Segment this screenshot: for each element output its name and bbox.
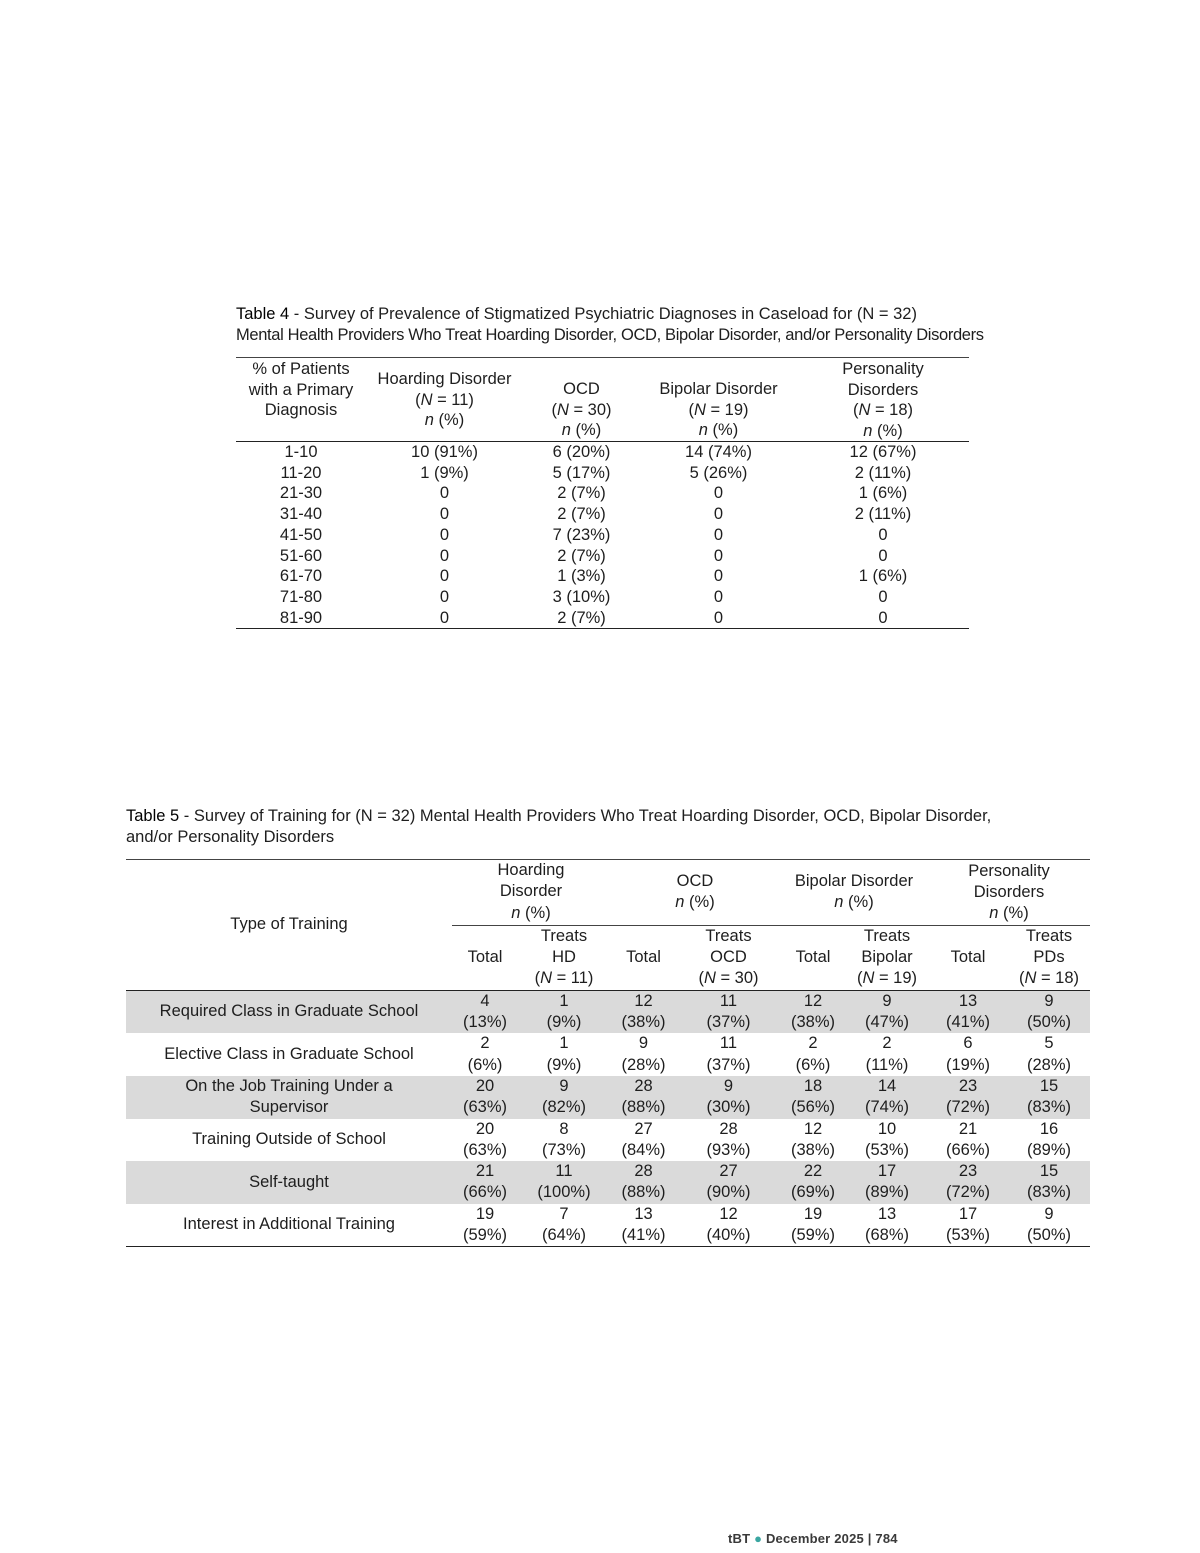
table-cell: [610, 990, 677, 1033]
row-label: 11-20: [280, 463, 322, 482]
cell-percent: (88%): [621, 1183, 666, 1202]
table-cell: 14 (74%): [685, 443, 752, 461]
table-row: [236, 608, 969, 629]
table-cell: 7 (23%): [552, 525, 611, 544]
table-cell: [928, 990, 1008, 1033]
table-cell: 1 (3%): [557, 567, 606, 586]
header-line: % of Patients: [252, 360, 350, 378]
cell-percent: (9%): [546, 1013, 582, 1032]
footer-journal: tBT: [728, 1531, 751, 1546]
footer-page: 784: [875, 1531, 898, 1546]
cell-percent: (53%): [945, 1226, 990, 1245]
table-cell: [610, 1076, 677, 1119]
group-line: Hoarding: [497, 861, 565, 879]
cell-count: 2: [480, 1034, 490, 1053]
cell-percent: (53%): [864, 1140, 909, 1159]
table-cell: [1008, 990, 1090, 1033]
cell-percent: (38%): [790, 1013, 835, 1032]
cell-count: 28: [719, 1119, 738, 1138]
cell-count: 11: [719, 991, 738, 1010]
table4-header-hd: [366, 358, 523, 442]
cell-count: 9: [559, 1076, 569, 1095]
table-cell: 0: [439, 484, 450, 503]
group-line: Bipolar Disorder: [794, 872, 914, 891]
table-cell: [780, 1033, 846, 1076]
table5-sub-treats-hd: [518, 925, 610, 990]
table-cell: [452, 1161, 518, 1204]
table-cell: 0: [439, 587, 450, 606]
table-row: [236, 587, 969, 608]
header-n-label: (N = 30): [551, 400, 612, 419]
table5-sub-total: Total: [626, 948, 661, 967]
table4-caption: [236, 304, 996, 346]
table-row: [126, 1119, 1090, 1162]
table-cell: [928, 1204, 1008, 1247]
table-cell: [610, 1033, 677, 1076]
cell-count: 21: [475, 1162, 495, 1181]
table4-header-pd: [797, 358, 969, 442]
table5-caption-line1: - Survey of Training for (N = 32) Mental Health Providers Who Treat Hoarding Disorder, OCD, Bipolar Disorder,: [179, 807, 992, 825]
table-cell: [518, 990, 610, 1033]
table-cell: [677, 1119, 780, 1162]
cell-percent: (13%): [462, 1013, 507, 1032]
table-cell: 0: [439, 525, 450, 544]
header-line: OCD: [563, 380, 600, 398]
table-cell: 2 (7%): [557, 608, 606, 627]
cell-percent: (83%): [1026, 1183, 1071, 1202]
table5-sub-treats-bipolar: [846, 925, 928, 990]
cell-count: 2: [882, 1034, 892, 1053]
table-cell: 1 (6%): [858, 484, 908, 503]
header-line: Hoarding Disorder: [377, 370, 512, 388]
cell-percent: (68%): [864, 1226, 909, 1245]
table-cell: [677, 1076, 780, 1119]
sub-line: Bipolar: [861, 948, 913, 967]
group-npct: n (%): [511, 903, 551, 922]
cell-percent: (47%): [864, 1013, 909, 1032]
table4-caption-line2: Mental Health Providers Who Treat Hoarding Disorder, OCD, Bipolar Disorder, and/or Personality Disorders: [236, 326, 984, 344]
table-cell: [780, 1161, 846, 1204]
cell-percent: (84%): [621, 1140, 666, 1159]
table-cell: [452, 1119, 518, 1162]
row-label: Self-taught: [249, 1172, 329, 1191]
table-cell: [780, 1076, 846, 1119]
cell-count: 4: [480, 991, 490, 1010]
table-cell: 0: [713, 608, 724, 627]
cell-percent: (40%): [706, 1226, 751, 1245]
table5-group-ocd: [610, 860, 780, 926]
cell-count: 20: [475, 1119, 495, 1138]
group-line: Personality: [968, 861, 1050, 880]
table4-body: [236, 442, 969, 629]
group-npct: n (%): [675, 893, 715, 912]
header-n-label: (N = 18): [852, 401, 914, 419]
table-cell: [1008, 1161, 1090, 1204]
table-row: [236, 504, 969, 525]
table-cell: 0: [713, 546, 724, 565]
table-cell: [780, 1204, 846, 1247]
table-cell: [518, 1204, 610, 1247]
cell-percent: (38%): [621, 1013, 666, 1032]
table-cell: [452, 1076, 518, 1119]
cell-percent: (83%): [1026, 1098, 1071, 1117]
table-cell: 0: [713, 567, 724, 586]
table-cell: [928, 1161, 1008, 1204]
table-cell: [846, 1076, 928, 1119]
table-row: [236, 546, 969, 567]
sub-n-label: (N = 11): [534, 969, 594, 988]
table-cell: [1008, 1204, 1090, 1247]
cell-count: 16: [1039, 1119, 1059, 1138]
cell-percent: (30%): [706, 1098, 751, 1117]
cell-percent: (50%): [1026, 1226, 1071, 1245]
table-cell: 2 (11%): [854, 463, 912, 482]
cell-count: 2: [808, 1034, 818, 1053]
cell-count: 23: [958, 1162, 978, 1181]
cell-count: 17: [877, 1162, 897, 1181]
header-line: Diagnosis: [264, 401, 338, 419]
cell-count: 14: [877, 1076, 897, 1095]
table5-sub-total: Total: [795, 948, 831, 967]
table5-header-type: Type of Training: [230, 915, 348, 934]
table-cell: [518, 1033, 610, 1076]
table-cell: 10 (91%): [411, 443, 478, 461]
header-line: Disorders: [847, 380, 919, 399]
cell-percent: (69%): [790, 1183, 835, 1202]
table-cell: [677, 1161, 780, 1204]
table-cell: 2 (7%): [557, 505, 606, 524]
cell-percent: (66%): [462, 1183, 507, 1202]
cell-count: 9: [882, 991, 892, 1010]
table-cell: [677, 990, 780, 1033]
header-n-label: (N = 19): [688, 400, 749, 419]
table5-body: [126, 990, 1090, 1247]
table5-caption-line2: and/or Personality Disorders: [126, 828, 335, 846]
row-label: On the Job Training Under a Supervisor: [185, 1076, 393, 1117]
cell-percent: (38%): [790, 1140, 835, 1159]
table-row: [126, 1076, 1090, 1119]
table-cell: 2 (11%): [854, 505, 912, 524]
table-cell: 3 (10%): [552, 587, 611, 606]
sub-line: Treats: [1025, 926, 1073, 945]
footer-separator: |: [867, 1531, 872, 1546]
table5-sub-treats-ocd: [677, 925, 780, 990]
cell-percent: (37%): [706, 1013, 751, 1032]
cell-percent: (66%): [945, 1140, 990, 1159]
sub-line: OCD: [710, 948, 747, 967]
table-cell: [518, 1076, 610, 1119]
cell-percent: (73%): [541, 1140, 586, 1159]
cell-count: 9: [723, 1076, 734, 1095]
table-cell: 12 (67%): [849, 443, 917, 461]
table-cell: [928, 1076, 1008, 1119]
table4-header-bipolar: [640, 358, 797, 442]
table-row: [126, 1161, 1090, 1204]
table-cell: [780, 990, 846, 1033]
cell-count: 12: [634, 991, 653, 1010]
table-cell: 0: [878, 587, 888, 606]
table-cell: 1 (6%): [858, 567, 908, 586]
row-label: 51-60: [279, 546, 323, 565]
table4-label: Table 4: [236, 305, 290, 323]
table5-sub-total: Total: [950, 948, 986, 967]
table5-group-pd: [928, 860, 1090, 926]
cell-count: 13: [877, 1204, 897, 1223]
header-npct: n (%): [561, 421, 602, 439]
cell-percent: (100%): [537, 1183, 591, 1202]
cell-count: 11: [555, 1162, 573, 1181]
cell-percent: (72%): [945, 1098, 990, 1117]
cell-count: 9: [638, 1034, 649, 1053]
header-npct: n (%): [424, 411, 465, 429]
table-row: [236, 566, 969, 587]
table-cell: 0: [439, 567, 450, 586]
table-cell: 0: [878, 608, 888, 627]
table-cell: [610, 1204, 677, 1247]
cell-percent: (89%): [1026, 1140, 1071, 1159]
table-row: [236, 483, 969, 504]
cell-count: 12: [803, 1119, 823, 1138]
table5-sub-total: Total: [467, 948, 503, 967]
table-cell: [846, 1033, 928, 1076]
cell-percent: (9%): [546, 1055, 582, 1074]
table-cell: 0: [878, 525, 888, 544]
table-cell: [928, 1033, 1008, 1076]
cell-count: 18: [803, 1076, 823, 1095]
table-cell: [846, 990, 928, 1033]
cell-percent: (6%): [467, 1055, 503, 1074]
table-cell: 0: [713, 587, 724, 606]
table-row: [236, 463, 969, 484]
sub-line: PDs: [1033, 948, 1065, 967]
table5-group-hd: [452, 860, 610, 926]
header-npct: n (%): [698, 421, 739, 439]
cell-percent: (59%): [462, 1226, 507, 1245]
cell-count: 28: [634, 1076, 653, 1095]
table5-group-bipolar: [780, 860, 928, 926]
table-cell: 0: [439, 505, 450, 524]
cell-percent: (37%): [706, 1055, 751, 1074]
cell-count: 20: [475, 1076, 495, 1095]
page-footer: [728, 1531, 898, 1546]
table-cell: 0: [439, 608, 450, 627]
group-npct: n (%): [834, 893, 874, 912]
table5-label: Table 5: [126, 807, 180, 825]
cell-percent: (93%): [706, 1140, 751, 1159]
cell-count: 9: [1044, 991, 1054, 1010]
cell-count: 23: [958, 1076, 978, 1095]
cell-count: 12: [803, 991, 823, 1010]
cell-count: 8: [559, 1119, 569, 1138]
table-cell: [1008, 1076, 1090, 1119]
table4: [236, 357, 969, 629]
cell-count: 10: [877, 1119, 897, 1138]
table4-header-row: [236, 358, 969, 442]
cell-percent: (28%): [621, 1055, 666, 1074]
header-npct: n (%): [863, 421, 903, 440]
table5: [126, 859, 1090, 1247]
table-row: [236, 525, 969, 546]
cell-percent: (89%): [864, 1183, 909, 1202]
sub-n-label: (N = 19): [856, 969, 918, 988]
cell-percent: (82%): [541, 1098, 586, 1117]
table-cell: [610, 1161, 677, 1204]
cell-percent: (41%): [621, 1226, 666, 1245]
table4-header-patients: [236, 358, 366, 442]
cell-count: 1: [559, 991, 569, 1010]
cell-count: 5: [1044, 1034, 1054, 1053]
header-line: Bipolar Disorder: [659, 380, 778, 398]
cell-count: 13: [634, 1204, 653, 1223]
cell-percent: (28%): [1026, 1055, 1071, 1074]
table-cell: 1 (9%): [420, 463, 469, 482]
group-npct: n (%): [989, 904, 1029, 923]
table-cell: [846, 1204, 928, 1247]
table5-group-row: [126, 860, 1090, 926]
table-cell: [518, 1119, 610, 1162]
sub-n-label: (N = 30): [698, 969, 759, 988]
cell-percent: (6%): [795, 1055, 831, 1074]
row-label: 1-10: [284, 443, 318, 461]
table-cell: [677, 1204, 780, 1247]
table-cell: [846, 1161, 928, 1204]
cell-count: 28: [634, 1162, 653, 1181]
table-cell: [452, 1204, 518, 1247]
table5-sub-treats-pd: [1008, 925, 1090, 990]
sub-line: Treats: [705, 926, 752, 945]
table-cell: 6 (20%): [552, 443, 611, 461]
table-cell: [677, 1033, 780, 1076]
table-row: [126, 990, 1090, 1033]
table-cell: [1008, 1119, 1090, 1162]
table-cell: 2 (7%): [557, 484, 606, 503]
row-label: 21-30: [279, 484, 323, 503]
table-cell: [846, 1119, 928, 1162]
table-cell: 0: [713, 484, 724, 503]
row-label: 61-70: [279, 567, 323, 586]
row-label: 71-80: [279, 587, 323, 606]
table-cell: [452, 1033, 518, 1076]
cell-count: 27: [719, 1162, 738, 1181]
cell-count: 1: [559, 1034, 569, 1053]
table-cell: [518, 1161, 610, 1204]
cell-count: 19: [803, 1204, 823, 1223]
cell-count: 7: [559, 1204, 569, 1223]
cell-count: 19: [475, 1204, 495, 1223]
cell-percent: (50%): [1026, 1013, 1071, 1032]
row-label: Interest in Additional Training: [183, 1215, 395, 1234]
group-line: OCD: [676, 872, 714, 891]
header-line: with a Primary: [248, 380, 354, 399]
cell-percent: (64%): [541, 1226, 586, 1245]
table-cell: 5 (17%): [552, 463, 611, 482]
table-cell: [780, 1119, 846, 1162]
table4-caption-line1: - Survey of Prevalence of Stigmatized Psychiatric Diagnoses in Caseload for (N = 32): [289, 305, 917, 323]
cell-percent: (90%): [706, 1183, 751, 1202]
table5-caption: [126, 806, 1086, 848]
sub-line: Treats: [863, 926, 911, 945]
table-cell: [1008, 1033, 1090, 1076]
cell-percent: (11%): [865, 1055, 909, 1074]
row-label: 41-50: [279, 525, 323, 544]
sub-n-label: (N = 18): [1018, 969, 1080, 988]
row-label: Elective Class in Graduate School: [164, 1045, 414, 1064]
cell-count: 12: [719, 1204, 738, 1223]
cell-count: 6: [963, 1034, 973, 1053]
cell-percent: (19%): [945, 1055, 990, 1074]
group-line: Disorder: [499, 882, 563, 901]
cell-count: 22: [803, 1162, 823, 1181]
footer-dot-icon: ●: [754, 1531, 763, 1546]
table-cell: 0: [713, 525, 724, 544]
cell-count: 13: [958, 991, 978, 1010]
cell-count: 9: [1044, 1204, 1054, 1223]
table-cell: [452, 990, 518, 1033]
table-row: [126, 1033, 1090, 1076]
table-cell: 0: [439, 546, 450, 565]
cell-percent: (88%): [621, 1098, 666, 1117]
cell-percent: (63%): [462, 1098, 507, 1117]
row-label: Training Outside of School: [192, 1130, 386, 1149]
cell-percent: (59%): [790, 1226, 835, 1245]
header-n-label: (N = 11): [415, 390, 474, 409]
sub-line: HD: [552, 948, 576, 967]
footer-date: December 2025: [765, 1531, 864, 1546]
table-row: [236, 442, 969, 463]
cell-count: 17: [958, 1204, 978, 1223]
table-cell: [928, 1119, 1008, 1162]
table-cell: 0: [878, 546, 888, 565]
table-cell: 5 (26%): [689, 463, 748, 482]
row-label: 81-90: [279, 608, 323, 627]
cell-percent: (72%): [945, 1183, 990, 1202]
cell-count: 15: [1039, 1076, 1059, 1095]
table-row: [126, 1204, 1090, 1247]
cell-percent: (63%): [462, 1140, 507, 1159]
cell-percent: (41%): [945, 1013, 990, 1032]
cell-count: 15: [1039, 1162, 1059, 1181]
row-label: 31-40: [279, 505, 323, 524]
table-cell: 2 (7%): [557, 546, 606, 565]
cell-percent: (74%): [864, 1098, 909, 1117]
sub-line: Treats: [540, 926, 588, 945]
table-cell: [610, 1119, 677, 1162]
group-line: Disorders: [973, 882, 1045, 901]
table4-header-ocd: [523, 358, 640, 442]
table-cell: 0: [713, 505, 724, 524]
cell-count: 27: [634, 1119, 653, 1138]
row-label: Required Class in Graduate School: [159, 1002, 419, 1021]
cell-count: 11: [719, 1034, 738, 1053]
cell-percent: (56%): [790, 1098, 835, 1117]
cell-count: 21: [958, 1119, 978, 1138]
header-line: Personality: [842, 360, 924, 378]
